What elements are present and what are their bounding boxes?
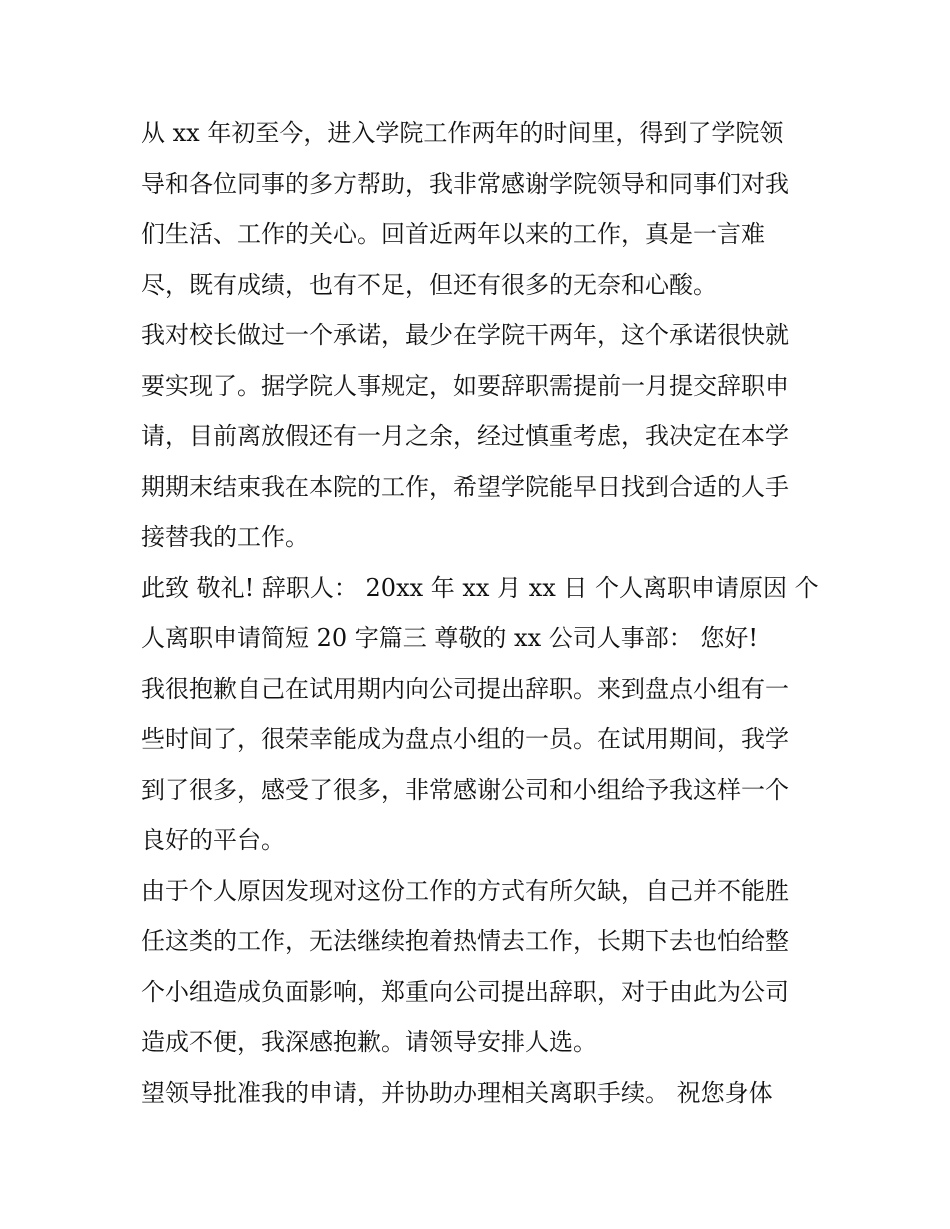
text-line-7: 请，目前离放假还有一月之余，经过慎重考虑，我决定在本学 [141,422,789,450]
text-line-18: 个小组造成负面影响，郑重向公司提出辞职，对于由此为公司 [141,977,789,1006]
text-line-17: 任这类的工作，无法继续抱着热情去工作，长期下去也怕给整 [141,927,789,955]
text-line-19: 造成不便，我深感抱歉。请领导安排人选。 [141,1028,597,1056]
text-line-15: 良好的平台。 [141,826,285,854]
text-line-6: 要实现了。据学院人事规定，如要辞职需提前一月提交辞职申 [141,371,789,400]
body-text [141,108,821,1118]
text-line-13: 些时间了，很荣幸能成为盘点小组的一员。在试用期间，我学 [141,725,789,753]
text-line-20: 望领导批准我的申请，并协助办理相关离职手续。 祝您身体 [141,1078,773,1107]
text-line-11: 人离职申请简短 20 字篇三 尊敬的 xx 公司人事部： 您好! [141,624,759,652]
text-line-9: 接替我的工作。 [141,523,309,551]
text-line-3: 们生活、工作的关心。回首近两年以来的工作，真是一言难 [141,220,765,248]
text-line-2: 导和各位同事的多方帮助，我非常感谢学院领导和同事们对我 [141,169,789,198]
text-line-8: 期期末结束我在本院的工作，希望学院能早日找到合适的人手 [141,472,789,501]
text-line-10: 此致 敬礼! 辞职人： 20xx 年 xx 月 xx 日 个人离职申请原因 个 [141,573,819,602]
text-line-14: 到了很多，感受了很多，非常感谢公司和小组给予我这样一个 [141,775,789,804]
text-line-4: 尽，既有成绩，也有不足，但还有很多的无奈和心酸。 [141,270,717,299]
text-line-12: 我很抱歉自己在试用期内向公司提出辞职。来到盘点小组有一 [141,674,789,703]
text-line-1: 从 xx 年初至今，进入学院工作两年的时间里，得到了学院领 [141,119,784,147]
text-line-5: 我对校长做过一个承诺，最少在学院干两年，这个承诺很快就 [141,321,789,349]
text-line-16: 由于个人原因发现对这份工作的方式有所欠缺，自己并不能胜 [141,876,789,905]
